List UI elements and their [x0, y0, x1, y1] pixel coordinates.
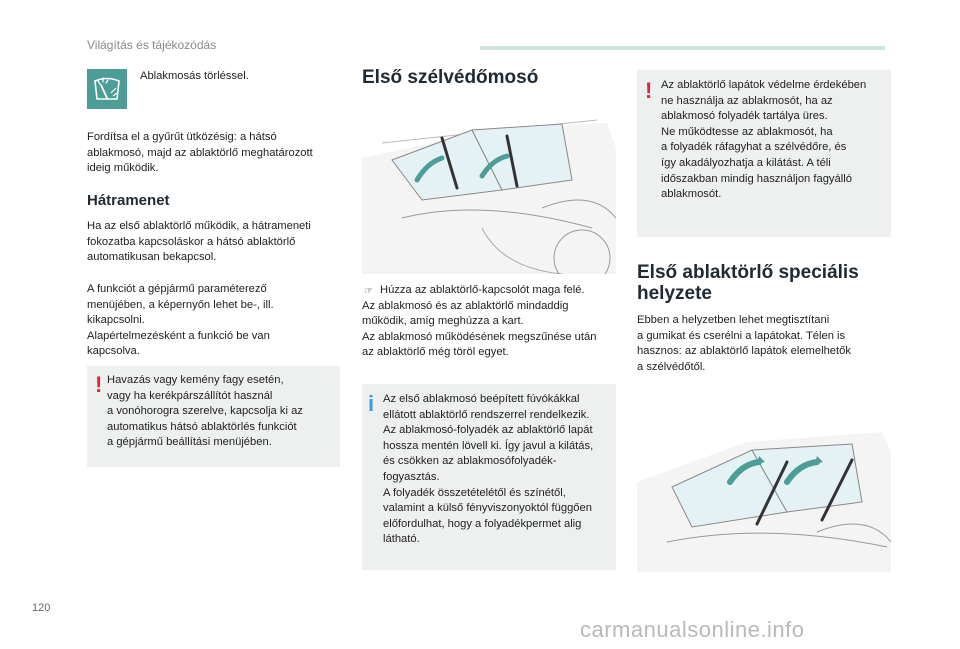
header-divider [480, 46, 885, 50]
info-note-nozzles [362, 384, 616, 570]
front-washer-instruction: Húzza az ablaktörlő-kapcsolót maga felé. Az ablakmosó és az ablaktörlő mindaddig működik, amíg meghúzza a kart. Az ablakmosó működésének megszűnése után az ablaktörlő még töröl egyet. [362, 284, 597, 359]
service-position-paragraph: Ebben a helyzetben lehet megtisztítani a gumikat és cserélni a lapátokat. Télen is hasznos: az ablaktörlő lapátok elemelhetők a szélvédőtől. [637, 314, 851, 373]
reverse-paragraph-1: Ha az első ablaktörlő működik, a hátrameneti fokozatba kapcsoláskor a hátsó ablaktörlő automatikusan bekapcsol. [87, 220, 311, 264]
page-number: 120 [32, 602, 51, 614]
warning-icon: ! [95, 372, 103, 397]
section-heading-front-washer: Első szélvédőmosó [362, 67, 539, 88]
rear-wiper-washer-icon [87, 69, 127, 109]
section-heading-wiper-service-position: Első ablaktörlő speciális helyzete [637, 262, 859, 304]
wiper-service-position-illustration [637, 432, 891, 572]
watermark: carmanualsonline.info [580, 617, 805, 642]
warning-icon: ! [645, 78, 653, 103]
warning-text-fluid: Az ablaktörlő lapátok védelme érdekében ne használja az ablakmosót, ha az ablakmosó folyadék tartálya üres. Ne működtesse az ablakmosót, ha a folyadék ráfagyhat a szélvédőre, és így akadályozhatja a kilátást. A téli időszakban mindig használjon fagyálló ablakmosót. [661, 79, 867, 201]
warning-note-fluid [637, 70, 891, 237]
reverse-paragraph-2: A funkciót a gépjármű paraméterező menüjében, a képernyőn lehet be-, ill. kikapcsolni. Alapértelmezésként a funkció be van kapcsolva. [87, 283, 274, 358]
section-heading-reverse: Hátramenet [87, 192, 170, 209]
info-text-nozzles: Az első ablakmosó beépített fúvókákkal ellátott ablaktörlő rendszerrel rendelkezik. Az ablakmosó-folyadék az ablaktörlő lapát hossza mentén lövell ki. Így javul a kilátás, és csökken az ablakmosófolyadék- fogyasztás. A folyadék összetételétől és színétől, valamint a külső fényviszonyoktól függően előfordulhat, hogy a folyadékpermet alig látható. [383, 393, 594, 546]
rear-washer-intro: Fordítsa el a gyűrűt ütközésig: a hátsó ablakmosó, majd az ablaktörlő meghatározott ideig működik. [87, 131, 313, 175]
icon-description: Ablakmosás törléssel. [140, 70, 249, 82]
warning-text-snow: Havazás vagy kemény fagy esetén, vagy ha kerékpárszállítót használ a vonóhorogra szerelve, kapcsolja ki az automatikus hátsó ablaktörlés funkciót a gépjármű beállítási menüjében. [107, 374, 303, 449]
info-icon: i [368, 391, 375, 416]
chapter-title: Világítás és tájékozódás [87, 38, 217, 52]
windshield-wiper-illustration [362, 118, 616, 274]
warning-note-snow [87, 366, 340, 467]
instruction-bullet-icon: ☞ [364, 286, 373, 297]
